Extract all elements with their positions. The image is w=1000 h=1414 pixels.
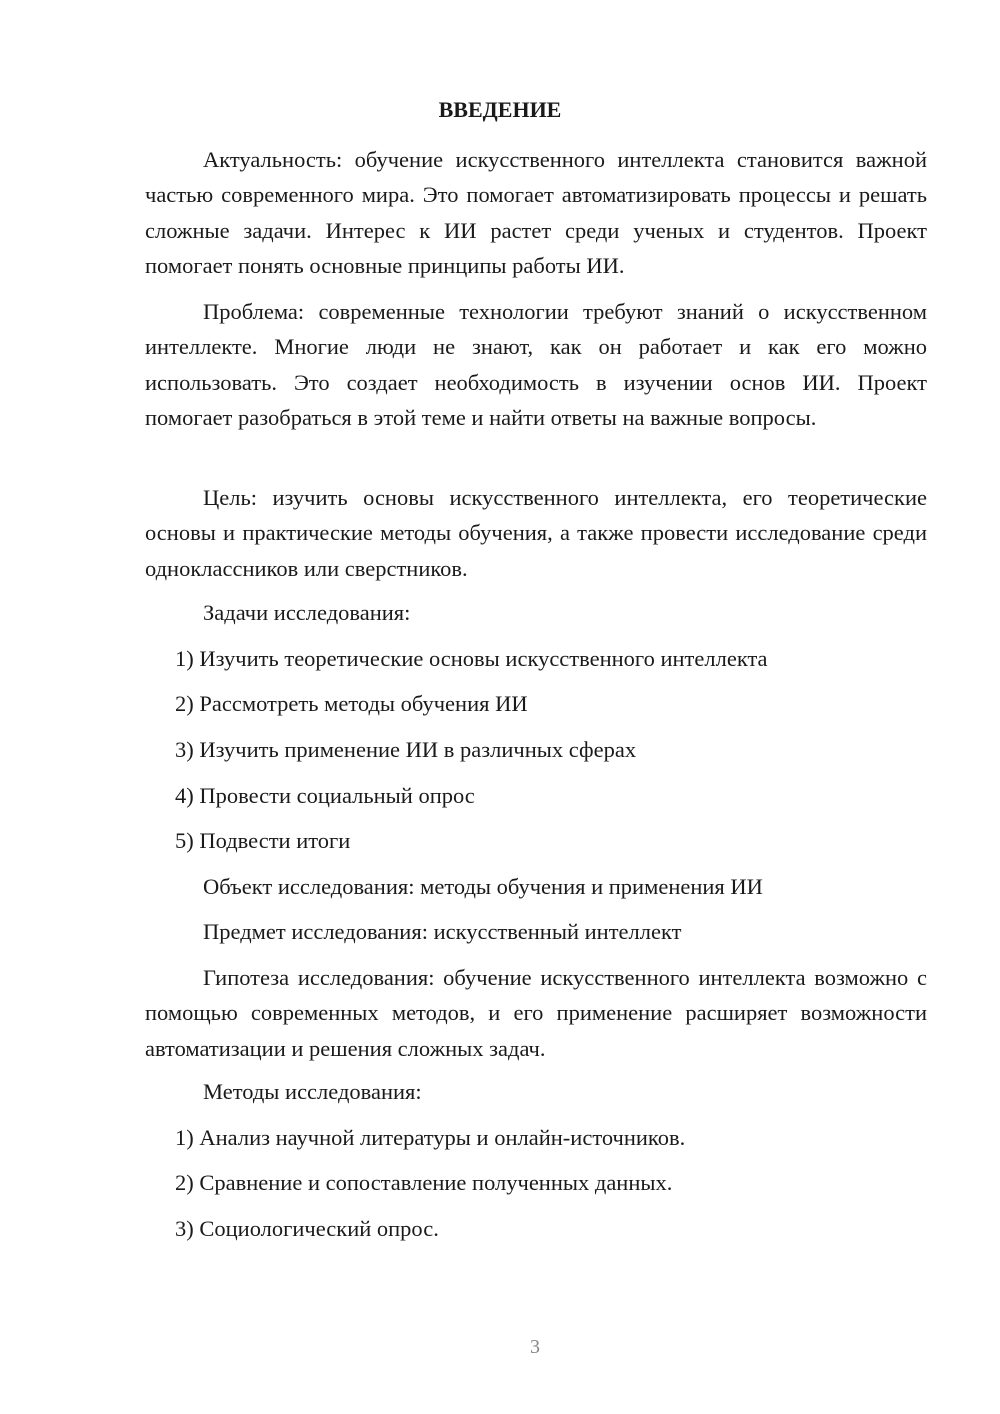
task-item-1: 1) Изучить теоретические основы искусственного интеллекта [175,646,768,671]
method-item-3: 3) Социологический опрос. [175,1216,439,1241]
paragraph-hypothesis: Гипотеза исследования: обучение искусственного интеллекта возможно с помощью современных методов, и его применение расширяет возможности автоматизации и решения сложных задач. [145,965,927,1061]
research-subject: Предмет исследования: искусственный интеллект [203,919,682,944]
paragraph-relevance: Актуальность: обучение искусственного интеллекта становится важной частью современного мира. Это помогает автоматизировать процессы и решать сложные задачи. Интерес к ИИ растет среди ученых и студентов. Проект помогает понять основные принципы работы ИИ. [145,147,927,278]
method-item-1: 1) Анализ научной литературы и онлайн-источников. [175,1125,686,1150]
task-item-3: 3) Изучить применение ИИ в различных сферах [175,737,637,762]
method-item-2: 2) Сравнение и сопоставление полученных данных. [175,1170,673,1195]
task-item-4: 4) Провести социальный опрос [175,783,475,808]
methods-title: Методы исследования: [203,1079,422,1104]
research-object: Объект исследования: методы обучения и применения ИИ [203,874,763,899]
task-item-2: 2) Рассмотреть методы обучения ИИ [175,691,528,716]
section-heading: ВВЕДЕНИЕ [438,97,562,122]
paragraph-problem: Проблема: современные технологии требуют знаний о искусственном интеллекте. Многие люди не знают, как он работает и как его можно использовать. Это создает необходимость в изучении основ ИИ. Проект помогает разобраться в этой теме и найти ответы на важные вопросы. [145,299,927,430]
page-number: 3 [530,1336,540,1358]
paragraph-goal: Цель: изучить основы искусственного интеллекта, его теоретические основы и практические методы обучения, а также провести исследование среди одноклассников или сверстников. [145,485,927,581]
tasks-title: Задачи исследования: [203,600,411,625]
task-item-5: 5) Подвести итоги [175,828,351,853]
